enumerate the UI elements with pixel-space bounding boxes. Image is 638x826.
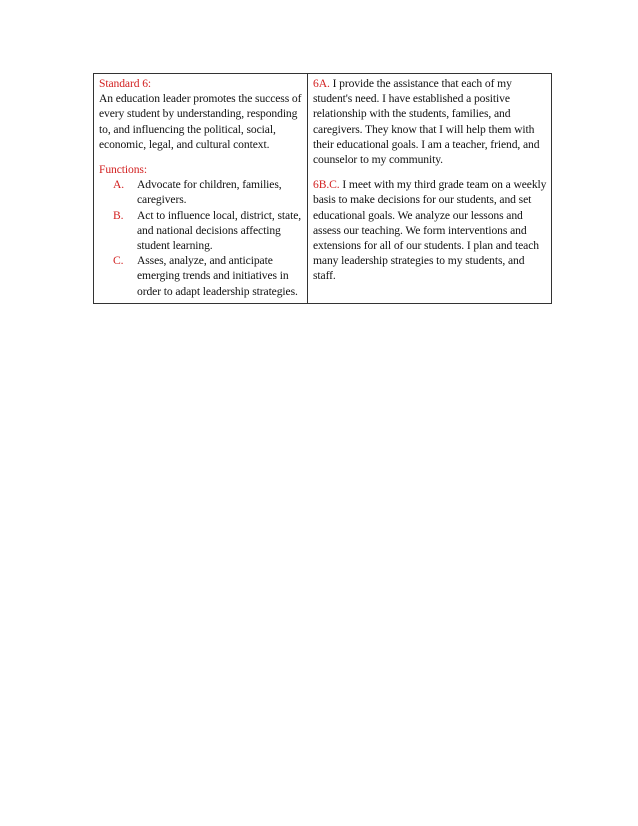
- response-cell: [308, 74, 552, 304]
- function-item-c: [99, 253, 303, 299]
- function-letter: B.: [113, 208, 124, 222]
- function-letter: C.: [113, 254, 124, 268]
- function-text: Act to influence local, district, state, and national decisions affecting student learning.: [137, 208, 302, 253]
- response-label: 6A.: [313, 77, 330, 90]
- response-6a: [313, 76, 547, 167]
- function-text: Asses, analyze, and anticipate emerging trends and initiatives in order to adapt leadership strategies.: [137, 254, 298, 298]
- function-item-a: [99, 177, 303, 207]
- function-letter: A.: [113, 178, 125, 192]
- response-label: 6B.C.: [313, 178, 340, 192]
- response-6bc: [313, 177, 547, 283]
- response-text: I provide the assistance that each of my student's need. I have established a positive relationship with the students, families, and caregivers. They know that I will help them with their educational goals. I am a teacher, friend, and counselor to my community.: [313, 77, 540, 167]
- function-text: Advocate for children, families, caregivers.: [137, 178, 282, 207]
- standards-table: [93, 73, 552, 304]
- functions-list: [99, 177, 303, 299]
- function-item-b: [99, 208, 303, 254]
- standard-heading: Standard 6:: [99, 77, 152, 90]
- standard-cell: [94, 74, 308, 304]
- table-row: [94, 74, 552, 304]
- standard-description: An education leader promotes the success of every student by understanding, responding to, and influencing the political, social, economic, legal, and cultural context.: [99, 92, 302, 151]
- response-text: I meet with my third grade team on a weekly basis to make decisions for our students, and set educational goals. We analyze our lessons and assess our teaching. We form interventions and extensions for all of our students. I plan and teach many leadership strategies to my students, and staff.: [313, 178, 547, 283]
- functions-label: Functions:: [99, 163, 147, 177]
